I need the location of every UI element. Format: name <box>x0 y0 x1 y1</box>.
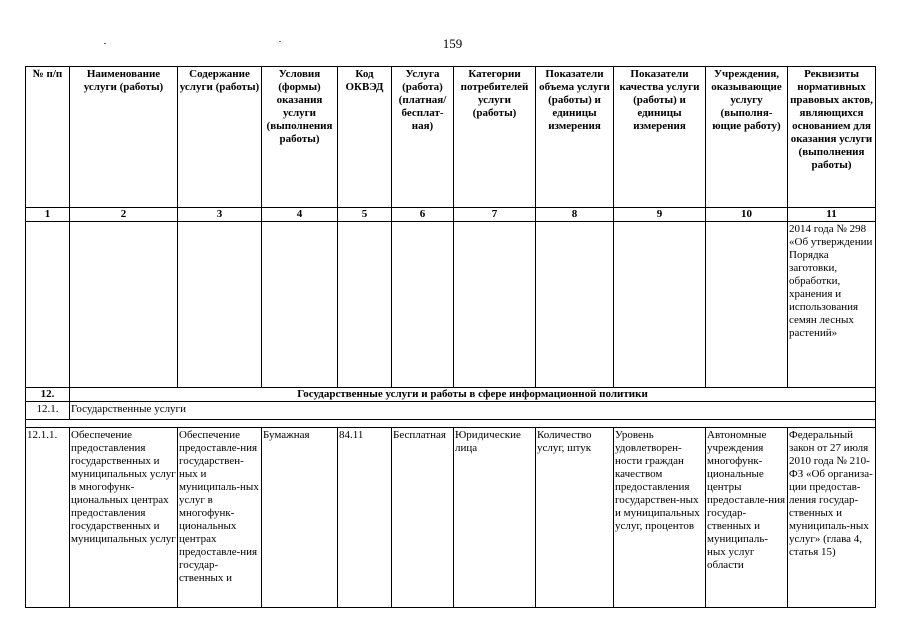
empty-cell <box>178 222 262 388</box>
column-number: 8 <box>536 208 614 222</box>
column-number: 10 <box>706 208 788 222</box>
subsection-title: Государственные услуги <box>70 402 876 420</box>
services-register-table <box>25 66 876 608</box>
empty-cell <box>392 222 454 388</box>
header-cell: Категории потребителей услуги (работы) <box>454 67 536 208</box>
spacer-row <box>26 420 876 428</box>
table-row <box>26 428 876 608</box>
empty-cell <box>536 222 614 388</box>
header-cell: Учреждения, оказывающие услугу (выполня-ющие работу) <box>706 67 788 208</box>
empty-cell <box>70 222 178 388</box>
empty-cell <box>706 222 788 388</box>
page-number: 159 <box>442 36 463 51</box>
item-number: 12.1.1. <box>26 428 70 608</box>
column-number: 1 <box>26 208 70 222</box>
header-cell: Содержание услуги (работы) <box>178 67 262 208</box>
section-number: 12. <box>26 388 70 402</box>
column-number: 5 <box>338 208 392 222</box>
header-cell: Реквизиты нормативных правовых актов, являющихся основанием для оказания услуги (выполнения работы) <box>788 67 876 208</box>
subsection-number: 12.1. <box>26 402 70 420</box>
column-number: 3 <box>178 208 262 222</box>
column-number: 7 <box>454 208 536 222</box>
column-number-row <box>26 208 876 222</box>
column-number: 2 <box>70 208 178 222</box>
scan-speck <box>279 41 281 42</box>
header-cell: Показатели качества услуги (работы) и единицы измерения <box>614 67 706 208</box>
item-name: Обеспечение предоставления государственных и муниципальных услуг в многофунк-циональных центрах предоставления государственных и муниципальных услуг <box>70 428 178 608</box>
scan-speck <box>104 43 106 44</box>
item-paid: Бесплатная <box>392 428 454 608</box>
spacer-cell <box>26 420 876 428</box>
empty-cell <box>614 222 706 388</box>
empty-cell <box>454 222 536 388</box>
empty-cell <box>338 222 392 388</box>
column-number: 6 <box>392 208 454 222</box>
item-conditions: Бумажная <box>262 428 338 608</box>
item-consumers: Юридические лица <box>454 428 536 608</box>
item-legal: Федеральный закон от 27 июля 2010 года № 210-ФЗ «Об организа-ции предостав-ления государ-ственных и муниципаль-ных услуг» (глава 4, статья 15) <box>788 428 876 608</box>
item-quality: Уровень удовлетворен-ности граждан качеством предоставления государствен-ных и муниципальных услуг, процентов <box>614 428 706 608</box>
subsection-row <box>26 402 876 420</box>
continuation-legal-text: 2014 года № 298 «Об утверждении Порядка заготовки, обработки, хранения и использования семян лесных растений» <box>788 222 876 388</box>
header-cell: Наименование услуги (работы) <box>70 67 178 208</box>
header-row <box>26 67 876 208</box>
header-cell: Показатели объема услуги (работы) и единицы измерения <box>536 67 614 208</box>
item-institutions: Автономные учреждения многофунк-циональные центры предоставле-ния государ-ственных и муниципаль-ных услуг области <box>706 428 788 608</box>
column-number: 9 <box>614 208 706 222</box>
item-content: Обеспечение предоставле-ния государствен-ных и муниципаль-ных услуг в многофунк-циональных центрах предоставле-ния государ-ственных и <box>178 428 262 608</box>
column-number: 4 <box>262 208 338 222</box>
section-title: Государственные услуги и работы в сфере информационной политики <box>70 388 876 402</box>
item-volume: Количество услуг, штук <box>536 428 614 608</box>
header-cell: № п/п <box>26 67 70 208</box>
empty-cell <box>26 222 70 388</box>
header-cell: Услуга (работа) (платная/ бесплат-ная) <box>392 67 454 208</box>
item-okved: 84.11 <box>338 428 392 608</box>
column-number: 11 <box>788 208 876 222</box>
header-cell: Условия (формы) оказания услуги (выполнения работы) <box>262 67 338 208</box>
empty-cell <box>262 222 338 388</box>
section-row <box>26 388 876 402</box>
continuation-row <box>26 222 876 388</box>
header-cell: Код ОКВЭД <box>338 67 392 208</box>
